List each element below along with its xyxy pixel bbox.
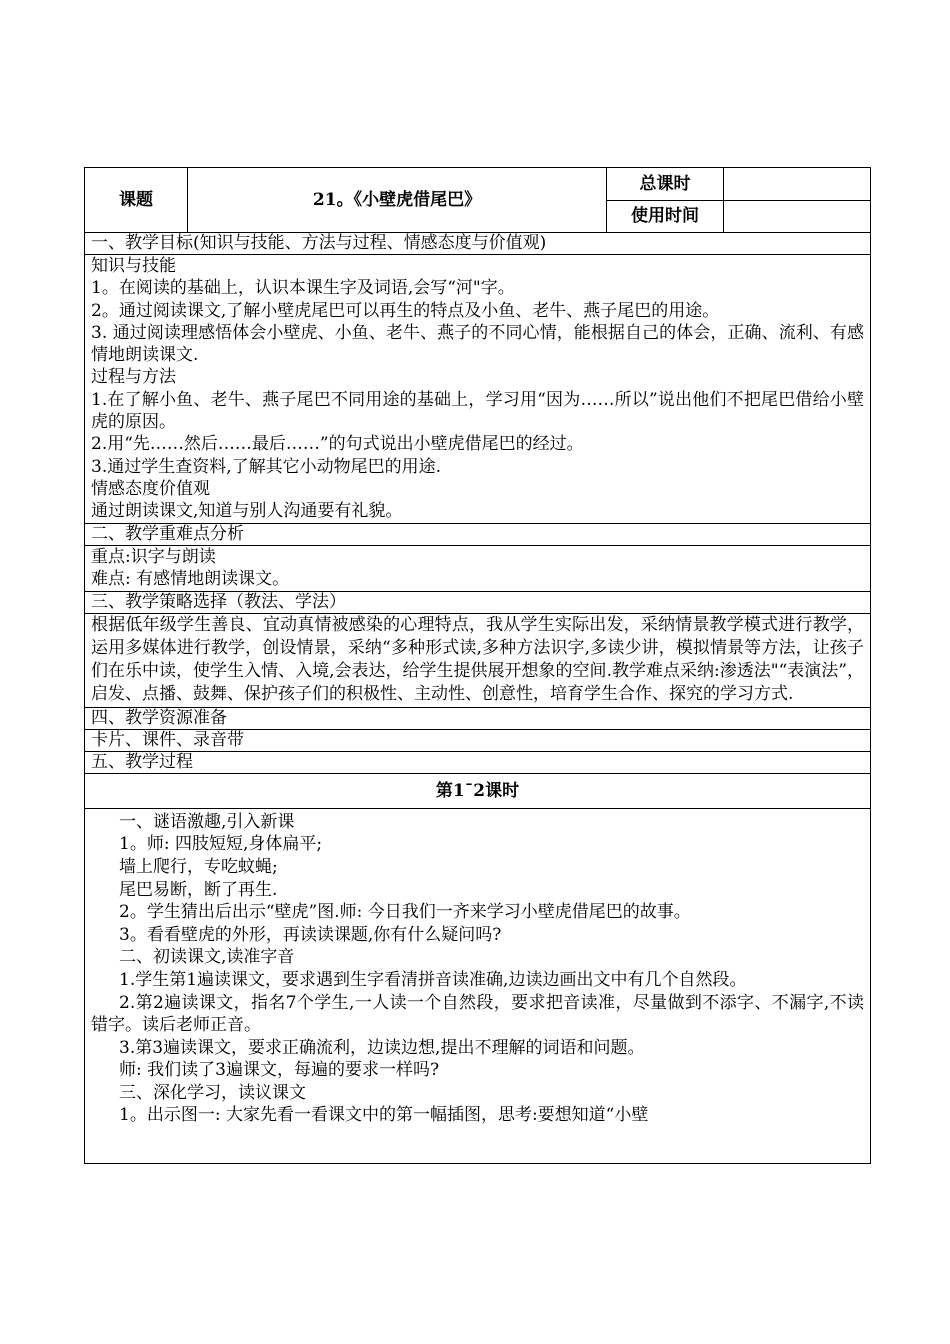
key-points-heading: 二、教学重难点分析	[85, 523, 871, 545]
lesson-period-label: 第1¯2课时	[85, 773, 871, 808]
process-paragraph: 一、谜语激趣,引入新课	[119, 811, 295, 832]
goals-heading: 一、教学目标(知识与技能、方法与过程、情感态度与价值观)	[85, 233, 871, 255]
goals-line: 3. 通过阅读理感悟体会小壁虎、小鱼、老牛、燕子的不同心情，能根据自己的体会，正确、流利、有感情地朗读课文.	[91, 322, 864, 366]
lesson-plan-page	[84, 167, 870, 1164]
resources-heading: 四、教学资源准备	[85, 707, 871, 729]
process-paragraphs	[91, 811, 864, 1127]
goals-line: 2。通过阅读课文,了解小壁虎尾巴可以再生的特点及小鱼、老牛、燕子尾巴的用途。	[91, 300, 720, 321]
process-paragraph: 1。出示图一: 大家先看一看课文中的第一幅插图，思考:要想知道“小壁	[119, 1105, 649, 1126]
process-paragraph: 尾巴易断，断了再生.	[119, 879, 278, 900]
use-time-label: 使用时间	[607, 200, 724, 233]
strategy-text: 根据低年级学生善良、宜动真情被感染的心理特点，我从学生实际出发，采纳情景教学模式进行教学，运用多媒体进行教学，创设情景，采纳“多种形式读,多种方法识字,多读少讲，模拟情景等方法，让孩子们在乐中读，使学生入情、入境,会表达，给学生提供展开想象的空间.教学难点采纳:渗透法"“表演法”，启发、点播、鼓舞、保护孩子们的积极性、主动性、创意性，培育学生合作、探究的学习方式.	[91, 614, 864, 705]
process-paragraph: 墙上爬行，专吃蚊蝇;	[119, 856, 278, 877]
process-paragraph: 1.学生第1遍读课文，要求遇到生字看清拼音读准确,边读边画出文中有几个自然段。	[119, 969, 747, 990]
goals-line: 1。在阅读的基础上，认识本课生字及词语,会写“河"字。	[91, 278, 515, 299]
process-paragraph: 师: 我们读了3遍课文，每遍的要求一样吗?	[119, 1060, 440, 1081]
key-point-line: 重点:识字与朗读	[91, 546, 216, 567]
goals-line: 2.用“先……然后……最后……”的句式说出小壁虎借尾巴的经过。	[91, 434, 584, 455]
process-paragraph: 2。学生猜出后出示“壁虎”图.师: 今日我们一齐来学习小壁虎借尾巴的故事。	[119, 902, 691, 923]
process-paragraph: 1。师: 四肢短短,身体扁平;	[119, 834, 323, 855]
strategy-heading: 三、教学策略选择（教法、学法）	[85, 591, 871, 613]
goals-line: 情感态度价值观	[91, 478, 210, 499]
process-paragraph: 2.第2遍读课文，指名7个学生,一人读一个自然段，要求把音读准，尽量做到不添字、不漏字,不读错字。读后老师正音。	[91, 992, 864, 1036]
lesson-plan-table	[84, 167, 871, 1164]
topic-label: 课题	[85, 168, 188, 233]
process-paragraph: 二、初读课文,读准字音	[119, 947, 295, 968]
goals-line: 3.通过学生查资料,了解其它小动物尾巴的用途.	[91, 456, 442, 477]
process-body	[85, 808, 871, 1163]
total-hours-value[interactable]	[724, 168, 871, 201]
goals-body	[85, 255, 871, 524]
goals-line: 通过朗读课文,知道与别人沟通要有礼貌。	[91, 501, 403, 522]
key-points-body	[85, 545, 871, 591]
goals-line: 1.在了解小鱼、老牛、燕子尾巴不同用途的基础上，学习用“因为……所以”说出他们不把尾巴借给小壁虎的原因。	[91, 389, 864, 433]
process-paragraph: 三、深化学习，读议课文	[119, 1082, 306, 1103]
use-time-value[interactable]	[724, 200, 871, 233]
total-hours-label: 总课时	[607, 168, 724, 201]
process-paragraph: 3。看看壁虎的外形，再读读课题,你有什么疑问吗?	[119, 924, 502, 945]
key-point-line: 难点: 有感情地朗读课文。	[91, 569, 290, 590]
lesson-title: 21。《小壁虎借尾巴》	[188, 168, 607, 233]
goals-line: 过程与方法	[91, 367, 176, 388]
goals-line: 知识与技能	[91, 256, 176, 276]
strategy-body	[85, 613, 871, 707]
process-heading: 五、教学过程	[85, 751, 871, 773]
process-paragraph: 3.第3遍读课文，要求正确流利，边读边想,提出不理解的词语和问题。	[119, 1037, 645, 1058]
resources-body: 卡片、课件、录音带	[85, 729, 871, 751]
